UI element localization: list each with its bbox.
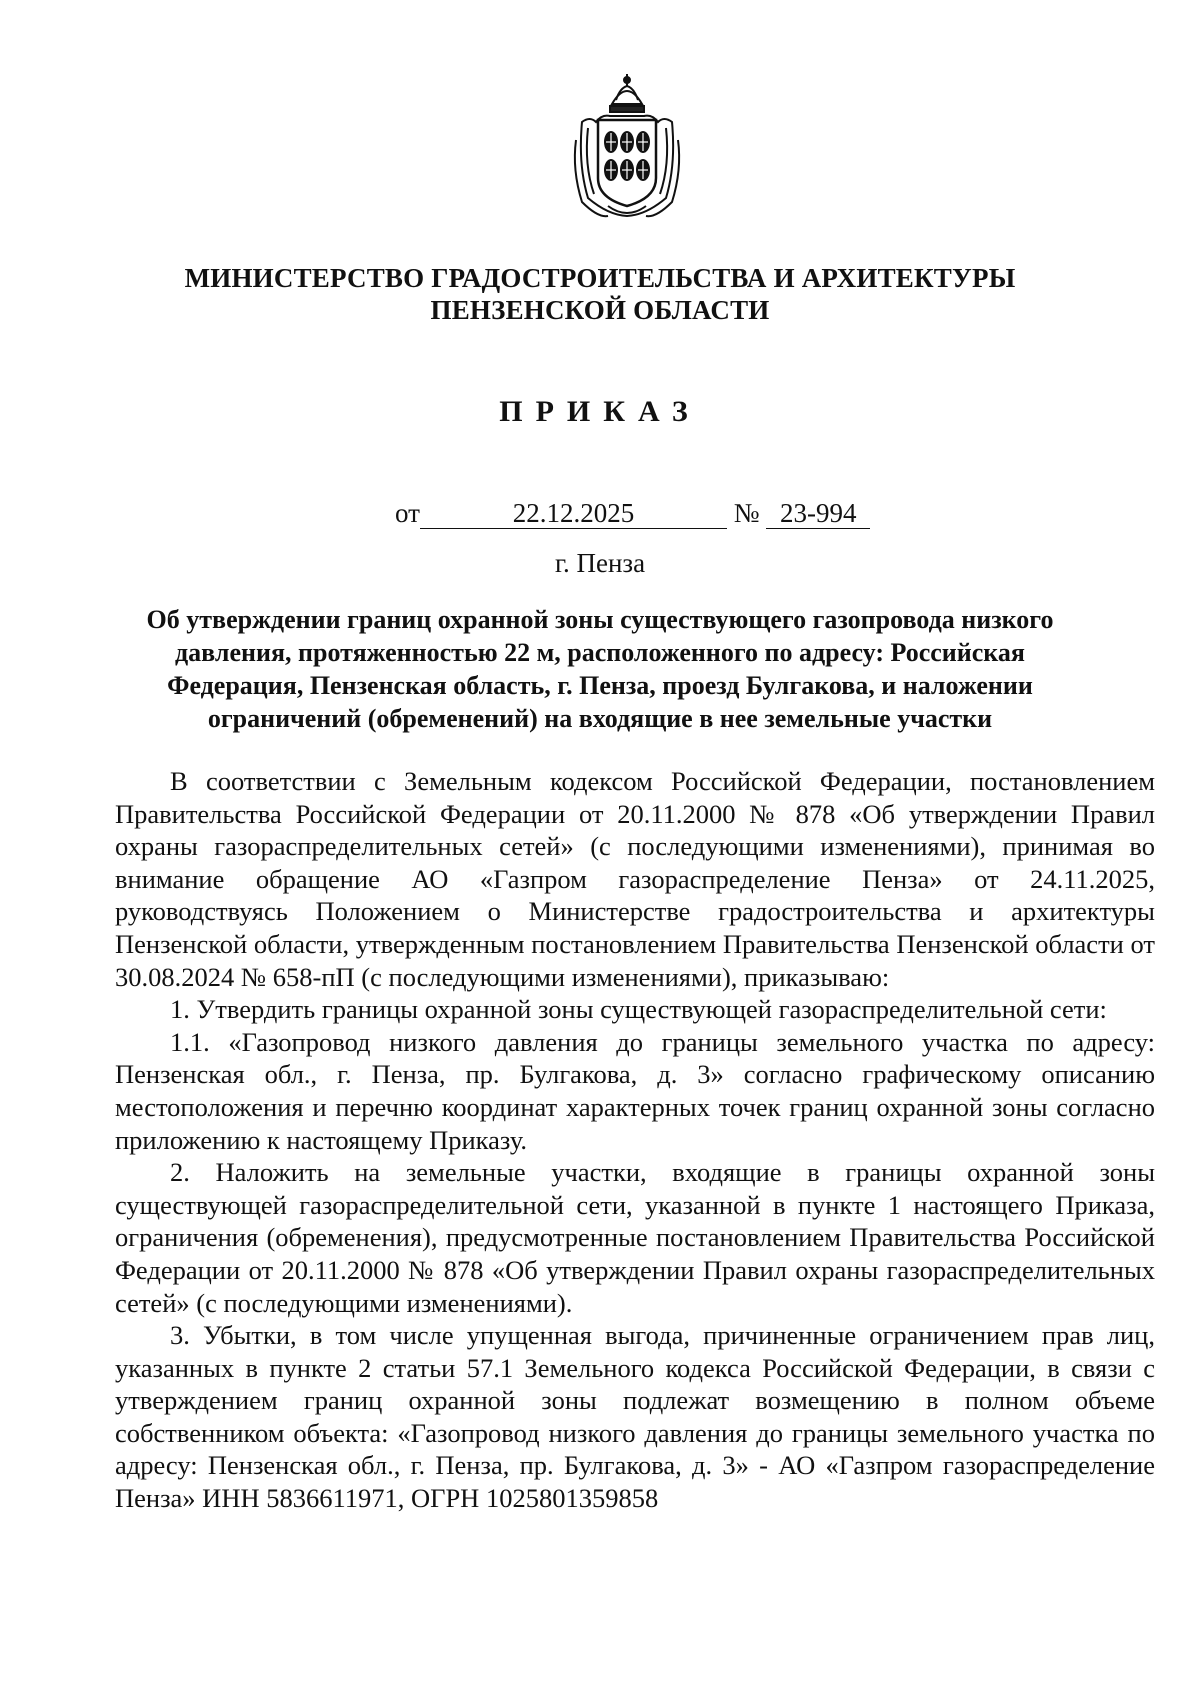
order-number: 23-994 xyxy=(766,498,870,529)
body-paragraph-item-1-1: 1.1. «Газопровод низкого давления до границы земельного участка по адресу: Пензенская обл., г. Пенза, пр. Булгакова, д. 3» согласно графическому описанию местоположения и перечню координат характерных точек границ охранной зоны согласно приложению к настоящему Приказу. xyxy=(115,1026,1155,1155)
coat-of-arms-icon xyxy=(568,70,686,220)
order-date: 22.12.2025 xyxy=(420,498,727,529)
body-paragraph-item-1: 1. Утвердить границы охранной зоны существующей газораспределительной сети: xyxy=(170,994,1107,1025)
ministry-name-line-2: ПЕНЗЕНСКОЙ ОБЛАСТИ xyxy=(430,295,770,325)
city-name: г. Пенза xyxy=(554,548,646,578)
ministry-name xyxy=(0,262,1200,326)
ministry-name-line-1: МИНИСТЕРСТВО ГРАДОСТРОИТЕЛЬСТВА И АРХИТЕКТУРЫ xyxy=(184,263,1016,293)
body-paragraph-preamble: В соответствии с Земельным кодексом Российской Федерации, постановлением Правительства Российской Федерации от 20.11.2000 № 878 «Об утверждении Правил охраны газораспределительных сетей» (с последующими изменениями), принимая во внимание обращение АО «Газпром газораспределение Пенза» от 24.11.2025, руководствуясь Положением о Министерстве градостроительства и архитектуры Пензенской области, утвержденным постановлением Правительства Пензенской области от 30.08.2024 № 658-пП (с последующими изменениями), приказываю: xyxy=(115,766,1155,992)
body-paragraph-item-3: 3. Убытки, в том числе упущенная выгода, причиненные ограничением прав лиц, указанных в пункте 2 статьи 57.1 Земельного кодекса Российской Федерации, в связи с утверждением границ охранной зоны подлежат возмещению в полном объеме собственником объекта: «Газопровод низкого давления до границы земельного участка по адресу: Пензенская обл., г. Пенза, пр. Булгакова, д. 3» - АО «Газпром газораспределение Пенза» ИНН 5836611971, ОГРН 1025801359858 xyxy=(115,1320,1155,1514)
order-body xyxy=(115,765,1155,1515)
document-type-title: ПРИКАЗ xyxy=(499,395,701,428)
order-date-number-line xyxy=(395,497,870,529)
order-subject-heading: Об утверждении границ охранной зоны существующего газопровода низкого давления, протяженностью 22 м, расположенного по адресу: Российская Федерация, Пензенская область, г. Пенза, проезд Булгакова, и наложении ограничений (обременений) на входящие в нее земельные участки xyxy=(146,605,1054,733)
number-label: № xyxy=(733,498,760,528)
body-paragraph-item-2: 2. Наложить на земельные участки, входящие в границы охранной зоны существующей газораспределительной сети, указанной в пункте 1 настоящего Приказа, ограничения (обременения), предусмотренные постановлением Правительства Российской Федерации от 20.11.2000 № 878 «Об утверждении Правил охраны газораспределительных сетей» (с последующими изменениями). xyxy=(115,1157,1155,1318)
from-label: от xyxy=(395,498,420,528)
